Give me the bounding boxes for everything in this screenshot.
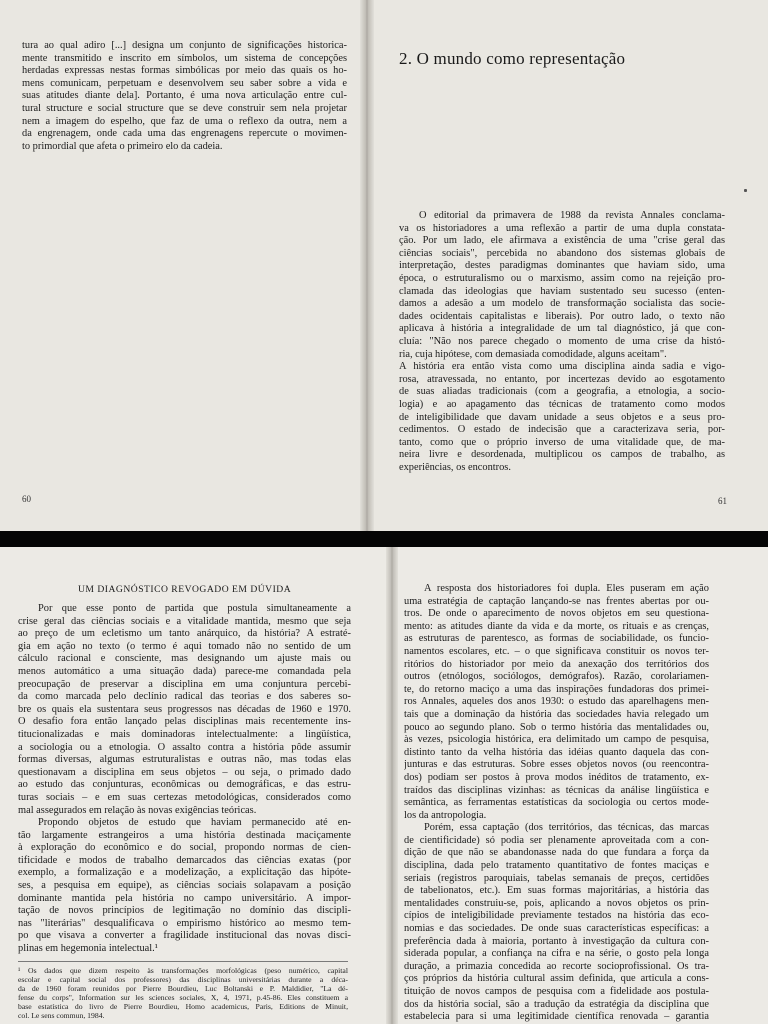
text-line: junturas e das estruturas. Sobre esses objetos novos (ou reencontra- xyxy=(404,759,709,771)
text-line: suas atitudes diante dela]. Portanto, é uma nova articulação entre cul- xyxy=(22,90,347,102)
text-line: exemplo, a formalização e a modelização, a explicitação das hipóte- xyxy=(18,867,351,879)
text-line: dição de que não se abandonasse nada do que fundara a força da xyxy=(404,847,709,859)
text-line: semântica, as ferramentas estatísticas da sociologia ou certos mode- xyxy=(404,797,709,809)
text-line: traídos das disciplinas vizinhas: as técnicas da análise lingüística e xyxy=(404,784,709,796)
text-line: pouco ao segundo plano. Sob o termo história das mentalidades ou, xyxy=(404,721,709,733)
top-spread-gutter xyxy=(360,0,374,531)
text-line: dos da história social, são a tradução da estratégia da disciplina que xyxy=(404,998,709,1010)
text-line: disciplina, dada pelo tratamento quantitativo de fontes maciças e xyxy=(404,860,709,872)
section-title: UM DIAGNÓSTICO REVOGADO EM DÚVIDA xyxy=(78,584,292,595)
text-line: nem a imagem do espelho, que faz de uma o reflexo da outra, nem a xyxy=(22,115,347,127)
text-line: herdadas expressas nestas formas simbólicas por meio das quais os ho- xyxy=(22,65,347,77)
text-line: formas diversas, algumas estruturalistas e outras não, mas todas elas xyxy=(18,754,351,766)
text-line: los da antropologia. xyxy=(404,809,487,821)
text-line: to primordial que afeta o primeiro elo da cadeia. xyxy=(22,140,223,152)
text-line: turas sociais – e em suas certezas metodológicas, considerados como xyxy=(18,791,351,803)
scan-divider-band xyxy=(0,531,768,547)
text-line: mentalidades construiu-se, pois, aplicando a novos objetos os prin- xyxy=(404,897,709,909)
text-line: base estatística do livro de Pierre Bourdieu, Homo academicus, Paris, Editions de Minuit, xyxy=(18,1002,348,1012)
text-line: ses, a pesquisa em equipe), as ciências sociais solapavam a posição xyxy=(18,880,351,892)
text-line: cípios de inteligibilidade previamente testados na história das eco- xyxy=(404,910,709,922)
text-line: seriais (registros paroquiais, tabelas semanais de preços, certidões xyxy=(404,872,709,884)
bottom-spread-gutter xyxy=(386,547,398,1024)
page-speck xyxy=(744,189,747,192)
text-line: A história era então vista como uma disciplina ainda sadia e vigo- xyxy=(399,361,725,373)
text-line: namentos escolares, etc. – o que significava constituir os novos ter- xyxy=(404,645,709,657)
text-line: tificidade e modos de trabalho demarcados das ciências exatas (por xyxy=(18,854,351,866)
text-line: tanto, como que o próprio inverso de uma vitalidade que, de ma- xyxy=(399,436,725,448)
text-line: mens comunicam, perpetuam e desenvolvem seu saber sobre a vida e xyxy=(22,77,347,89)
text-line: mal assegurados em relação às novas exigências teóricas. xyxy=(18,804,257,816)
text-line: dominante mantida pela história no campo universitário. A impor- xyxy=(18,892,351,904)
text-line: outros (etnólogos, sociólogos, demógrafos). Razão, corolariamen- xyxy=(404,671,709,683)
text-line: da de 1960 foram reunidos por Pierre Bourdieu, Luc Boltanski e P. Maldidier, "La dé- xyxy=(18,984,348,994)
text-line: de tabelionatos, etc.). Em suas formas majoritárias, a história das xyxy=(404,885,709,897)
text-line: ria, cuja hipótese, com demasiada comodidade, alguns aceitam". xyxy=(399,348,667,360)
text-line: ção. Por um lado, ele afirmava a existência de uma "crise geral das xyxy=(399,235,725,247)
text-line: a sociologia ou a etnologia. O assalto contra a história pôde assumir xyxy=(18,741,351,753)
text-line: clamada das ideologias que haviam sustentado seu sucesso (enten- xyxy=(399,285,725,297)
text-line: ros Annales, aqueles dos anos 1930: o estudo das aparelhagens men- xyxy=(404,696,709,708)
text-line: va os historiadores a uma reflexão a partir de uma dupla constata- xyxy=(399,222,725,234)
footnote-rule xyxy=(18,961,348,962)
text-line: tituição de novos campos de pesquisa com a fidelidade aos postula- xyxy=(404,986,709,997)
text-line: ao estudo das conjunturas, econômicas ou demográficas, e das estru- xyxy=(18,779,351,791)
text-line: interpretação, destes paradigmas dominantes que haviam sido, uma xyxy=(399,260,725,272)
text-line: nomias e das sociedades. De onde suas características específicas: a xyxy=(404,923,709,935)
text-line: duração, a primazia concedida ao recorte socioprofissional. Os tra- xyxy=(404,960,709,972)
text-line: preferência dada à maioria, portanto à investigação da cultura con- xyxy=(404,935,709,947)
page-number-61: 61 xyxy=(718,496,727,506)
text-line: te, do retorno maciço a uma das inspirações fundadoras dos primei- xyxy=(404,683,709,695)
text-line: experiências, os encontros. xyxy=(399,461,511,473)
text-line: titucionalizadas e mais dominadoras intelectualmente: a lingüística, xyxy=(18,728,351,740)
page-60-text xyxy=(22,40,347,153)
text-line: da como marcada pelo declínio radical das teorias e dos saberes so- xyxy=(18,691,351,703)
text-line: aplicava à história a integralidade de um tal diagnóstico, já que con- xyxy=(399,323,725,335)
text-line: às vezes, psicologia histórica, era delimitado um campo de pesquisa, xyxy=(404,734,709,746)
text-line: fense du corps", Information sur les sciences sociales, X, 4, 1971, p.45-86. Eles constituem a xyxy=(18,993,348,1003)
text-line: Por que esse ponto de partida que postula simultaneamente a xyxy=(38,603,351,614)
text-line: ços próprios da história cultural assim definida, que articula a cons- xyxy=(404,973,709,985)
text-line: tural structure e social structure que se deve construir sem nela projetar xyxy=(22,102,347,114)
text-line: nas "literárias" desqualificava o empirismo histórico ao mesmo tem- xyxy=(18,917,351,929)
text-line: neira livre e desordenada, multiplicou os campos de trabalho, as xyxy=(399,449,725,461)
text-line: tura ao qual adiro [...] designa um conjunto de significações historica- xyxy=(22,40,347,51)
text-line: ritórios do historiador por meio da anexação dos territórios dos xyxy=(404,658,709,670)
text-line: tação de novos princípios de legitimação no domínio das discipli- xyxy=(18,905,351,917)
text-line: da engrenagem, onde cada uma das engrenagens repercute o movimen- xyxy=(22,128,347,140)
text-line: Propondo objetos de estudo que haviam permanecido até en- xyxy=(38,817,351,829)
text-line: gia em ação no texto (o termo é aqui tomado não no sentido de um xyxy=(18,640,351,652)
text-line: cedimentos. O estado de indecisão que a caracterizava seria, por- xyxy=(399,424,725,436)
text-line: cluía: "Não nos parece chegado o momento de uma crise da histó- xyxy=(399,335,725,347)
text-line: ¹ Os dados que dizem respeito às transformações morfológicas (peso numérico, capital xyxy=(18,966,348,975)
text-line: po que visava a converter a fragilidade institucional das novas disci- xyxy=(18,930,351,942)
text-line: mento: as atitudes diante da vida e da morte, os rituais e as crenças, xyxy=(404,620,709,632)
text-line: O desafio fora então lançado pelas disciplinas mais recentemente ins- xyxy=(18,716,351,728)
chapter-title: 2. O mundo como representação xyxy=(399,49,626,68)
text-line: preocupação de preservar a disciplina em uma conjuntura percebi- xyxy=(18,678,351,690)
page-61-text xyxy=(399,210,725,474)
text-line: menos automático a uma situação dada) parece-me comandada pela xyxy=(18,665,351,677)
text-line: uma estratégia de captação lançando-se nas frentes abertas por ou- xyxy=(404,595,709,607)
bottom-left-page-text xyxy=(18,603,351,956)
text-line: estabelecia para si uma legitimidade científica renovada – garantia xyxy=(404,1011,709,1023)
text-line: crise geral das ciências sociais e a vitalidade mantida, mesmo que seja xyxy=(18,615,351,627)
text-line: mente transmitido e inscrito em símbolos, um sistema de concepções xyxy=(22,52,347,64)
text-line: à exploração do econômico e do social, propondo normas de cien- xyxy=(18,842,351,854)
text-line: tais que a dominação da história das sociedades havia relegado um xyxy=(404,708,709,720)
text-line: de cientificidade) só podia ser plenamente aproveitada com a con- xyxy=(404,834,709,846)
text-line: tão largamente estrangeiros a uma história destinada maciçamente xyxy=(18,829,351,841)
text-line: siderada popular, a confiança na cifra e na série, o gosto pela longa xyxy=(404,948,709,960)
bottom-right-page-text xyxy=(404,583,709,1024)
text-line: logia) e ao apagamento das técnicas de tratamento como modos xyxy=(399,398,725,410)
text-line: damos a adesão a um modelo de transformação socialista das socie- xyxy=(399,298,725,310)
text-line: Porém, essa captação (dos territórios, das técnicas, das marcas xyxy=(424,822,709,834)
text-line: escolar e capital social dos professores) das disciplinas universitárias durante a déca- xyxy=(18,975,348,985)
text-line: ao preço de um ecletismo um tanto anárquico, da história? A estraté- xyxy=(18,628,351,640)
text-line: de suas aliadas tradicionais (com a geografia, a etnologia, a socio- xyxy=(399,386,725,398)
footnote xyxy=(18,966,348,1021)
text-line: tros. De onde o aparecimento de novos objetos em seu questiona- xyxy=(404,608,709,620)
text-line: ciências sociais", percebida no abandono dos sistemas globais de xyxy=(399,247,725,259)
text-line: rosa, atravessada, no entanto, por incertezas devido ao esgotamento xyxy=(399,373,725,385)
text-line: plinas em hegemonia intelectual.¹ xyxy=(18,943,158,955)
text-line: época, o estruturalismo ou o marxismo, assim como na rejeição pro- xyxy=(399,272,725,284)
page-number-60: 60 xyxy=(22,494,31,504)
text-line: dades ocidentais capitalistas e liberais). Por outro lado, o texto não xyxy=(399,310,725,322)
text-line: col. Le sens commun, 1984. xyxy=(18,1011,105,1021)
text-line: cálculo racional e consciente, mas designando um ajuste mais ou xyxy=(18,653,351,665)
text-line: bre os quais ela sustentara seus progressos nas décadas de 1960 e 1970. xyxy=(18,703,351,715)
text-line: distinto tanto da velha história das idéias quanto daquela das con- xyxy=(404,746,709,758)
text-line: A resposta dos historiadores foi dupla. Eles puseram em ação xyxy=(424,583,709,594)
text-line: questionavam a disciplina em seus objetos – ou seja, o primado dado xyxy=(18,766,351,778)
text-line: de inteligibilidade que davam unidade a seus objetos e a seus pro- xyxy=(399,411,725,423)
text-line: O editorial da primavera de 1988 da revista Annales conclama- xyxy=(419,210,725,221)
text-line: as estruturas de parentesco, as formas de sociabilidade, os funcio- xyxy=(404,633,709,645)
text-line: dos) podiam ser postos à prova modos inéditos de tratamento, ex- xyxy=(404,771,709,783)
